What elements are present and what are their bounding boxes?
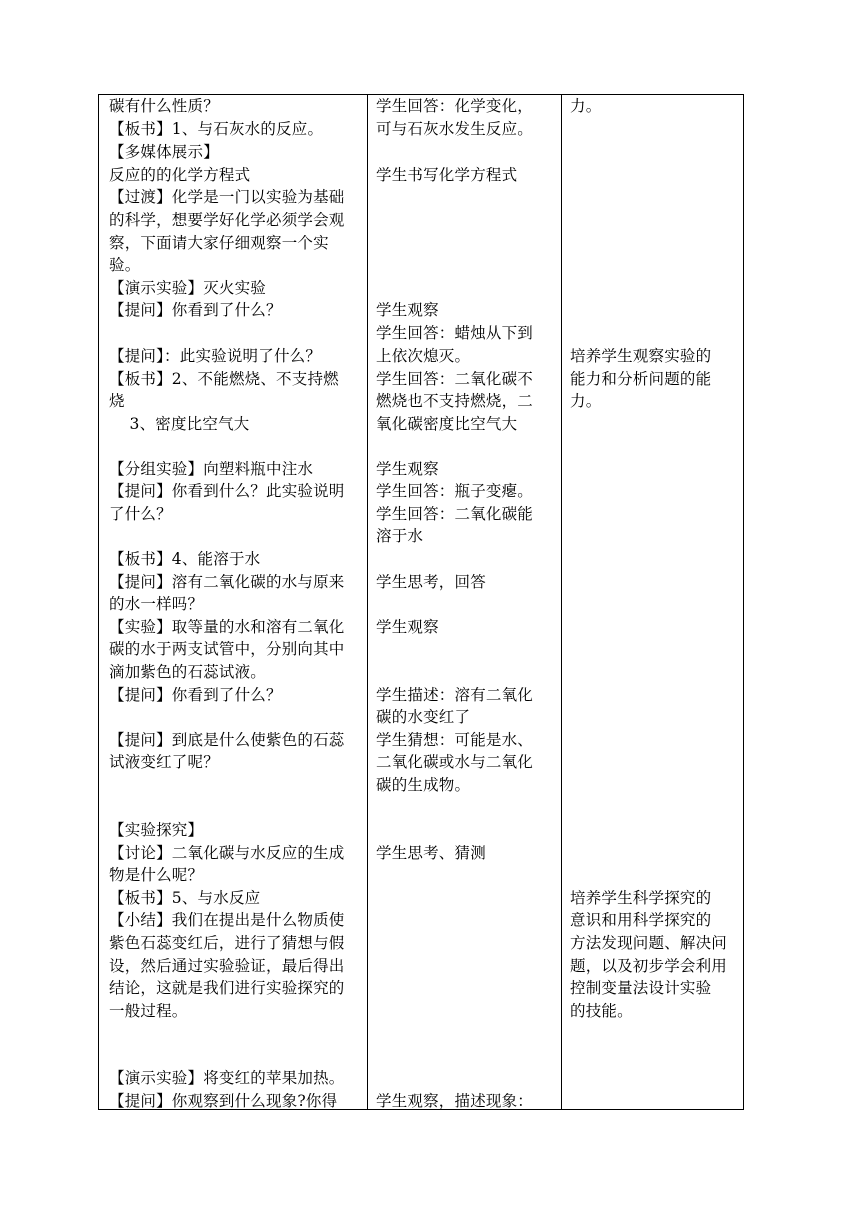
intent-line: 方法发现问题、解决问 [570, 934, 728, 952]
student-line: 学生思考，回答 [376, 573, 486, 591]
teacher-line: 【提问】到底是什么使紫色的石蕊 [109, 731, 345, 749]
teacher-line: 【板书】2、不能燃烧、不支持燃 [109, 370, 339, 388]
teacher-line: 3、密度比空气大 [109, 415, 250, 433]
intent-line: 能力和分析问题的能 [570, 370, 712, 388]
student-line: 学生观察 [376, 618, 439, 636]
student-line: 学生回答：蜡烛从下到 [376, 324, 534, 342]
intent-line: 力。 [570, 392, 602, 410]
teacher-line: 烧 [109, 392, 125, 410]
teacher-line: 【板书】5、与水反应 [109, 889, 261, 907]
student-line: 氧化碳密度比空气大 [376, 415, 518, 433]
teacher-line: 【提问】你看到了什么？ [109, 301, 282, 319]
design-intent-column [562, 95, 743, 1109]
teacher-line: 【实验】取等量的水和溶有二氧化 [109, 618, 345, 636]
teacher-line: 【讨论】二氧化碳与水反应的生成 [109, 844, 345, 862]
student-line: 学生回答：二氧化碳能 [376, 505, 534, 523]
student-line: 学生思考、猜测 [376, 844, 486, 862]
teacher-line: 的水一样吗？ [109, 595, 204, 613]
teacher-line: 【多媒体展示】 [109, 143, 219, 161]
student-line: 学生回答：化学变化， [376, 97, 534, 115]
teacher-line: 滴加紫色的石蕊试液。 [109, 663, 267, 681]
student-activity-column [368, 95, 561, 1109]
student-line: 碳的水变红了 [376, 708, 471, 726]
teacher-line: 物是什么呢？ [109, 866, 204, 884]
teacher-line: 【提问】你观察到什么现象?你得 [109, 1092, 338, 1110]
teacher-line: 试液变红了呢？ [109, 753, 219, 771]
teacher-line: 验。 [109, 256, 141, 274]
student-line: 学生观察 [376, 460, 439, 478]
teacher-line: 【板书】4、能溶于水 [109, 550, 261, 568]
student-line: 学生猜想：可能是水、 [376, 731, 534, 749]
teacher-line: 【实验探究】 [109, 821, 204, 839]
teacher-line: 【提问】你看到什么？此实验说明 [109, 482, 345, 500]
intent-line: 培养学生观察实验的 [570, 347, 712, 365]
student-line: 学生观察 [376, 301, 439, 319]
teacher-line: 设，然后通过实验验证，最后得出 [109, 957, 345, 975]
student-line: 学生观察，描述现象： [376, 1092, 534, 1110]
student-line: 学生回答：瓶子变瘪。 [376, 482, 534, 500]
lesson-plan-table [98, 94, 744, 1110]
student-line: 学生回答：二氧化碳不 [376, 370, 534, 388]
intent-line: 题，以及初步学会利用 [570, 957, 728, 975]
teacher-line: 反应的的化学方程式 [109, 166, 251, 184]
teacher-line: 【演示实验】将变红的苹果加热。 [109, 1069, 345, 1087]
student-line: 学生描述：溶有二氧化 [376, 686, 534, 704]
teacher-line: 【提问】溶有二氧化碳的水与原来 [109, 573, 345, 591]
student-line: 燃烧也不支持燃烧，二 [376, 392, 534, 410]
intent-line: 意识和用科学探究的 [570, 911, 712, 929]
teacher-line: 碳有什么性质？ [109, 97, 219, 115]
teacher-line: 【演示实验】灭火实验 [109, 279, 267, 297]
intent-line: 力。 [570, 97, 602, 115]
student-line: 学生书写化学方程式 [376, 166, 518, 184]
teacher-line: 结论，这就是我们进行实验探究的 [109, 979, 345, 997]
teacher-line: 【小结】我们在提出是什么物质使 [109, 911, 345, 929]
teacher-line: 察，下面请大家仔细观察一个实 [109, 234, 329, 252]
intent-line: 控制变量法设计实验 [570, 979, 712, 997]
teacher-line: 【板书】1、与石灰水的反应。 [109, 120, 324, 138]
student-line: 碳的生成物。 [376, 776, 471, 794]
teacher-line: 【分组实验】向塑料瓶中注水 [109, 460, 314, 478]
teacher-line: 的科学，想要学好化学必须学会观 [109, 211, 345, 229]
teacher-line: 紫色石蕊变红后，进行了猜想与假 [109, 934, 345, 952]
teacher-line: 了什么？ [109, 505, 172, 523]
student-line: 上依次熄灭。 [376, 347, 471, 365]
teacher-activity-column [99, 95, 367, 1109]
intent-line: 的技能。 [570, 1002, 633, 1020]
student-line: 溶于水 [376, 527, 424, 545]
teacher-line: 【提问】你看到了什么？ [109, 686, 282, 704]
intent-line: 培养学生科学探究的 [570, 889, 712, 907]
teacher-line: 【提问】：此实验说明了什么？ [109, 347, 322, 365]
teacher-line: 碳的水于两支试管中，分别向其中 [109, 640, 345, 658]
student-line: 可与石灰水发生反应。 [376, 120, 534, 138]
teacher-line: 【过渡】化学是一门以实验为基础 [109, 188, 345, 206]
student-line: 二氧化碳或水与二氧化 [376, 753, 534, 771]
teacher-line: 一般过程。 [109, 1002, 188, 1020]
